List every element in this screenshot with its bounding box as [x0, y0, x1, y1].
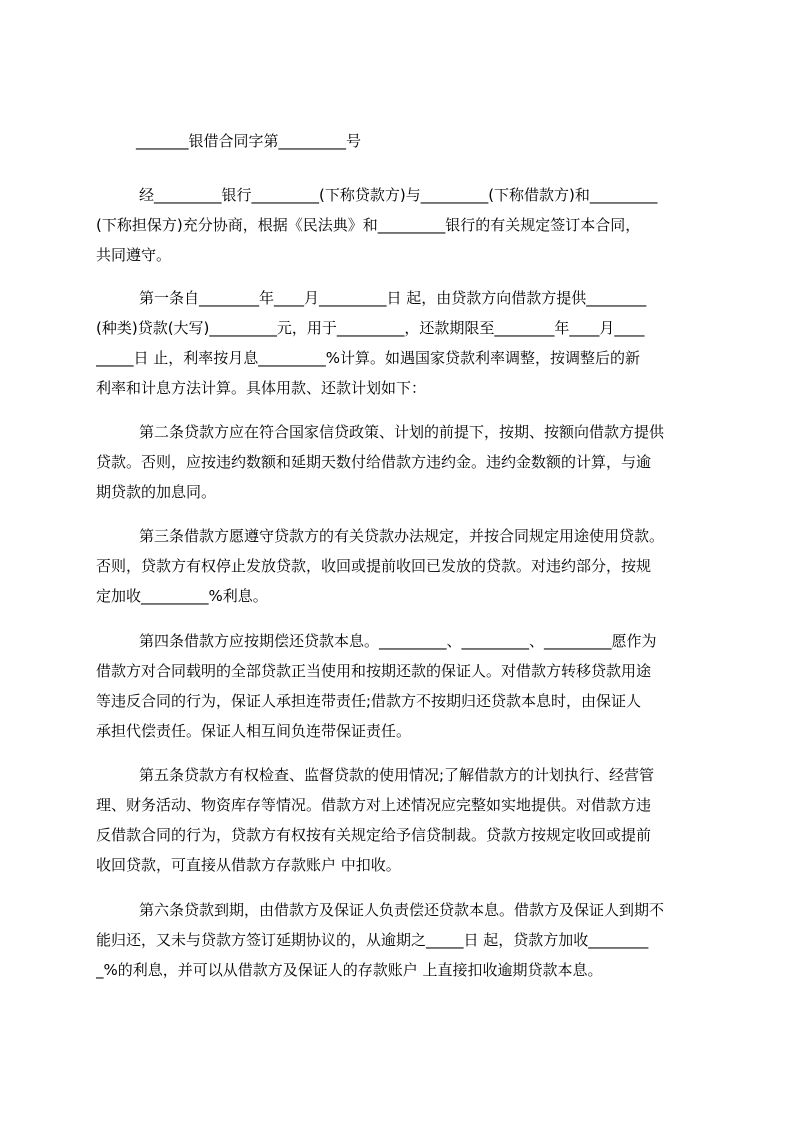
text-line: 经_________银行_________(下称贷款方)与_________(下称借款方)和_________ — [139, 186, 658, 204]
paragraph-article-2 — [96, 417, 702, 507]
text-line: 第一条自________年____月_________日 起，由贷款方向借款方提供________ — [139, 289, 647, 307]
text-line: (下称担保方)充分协商，根据《民法典》和_________银行的有关规定签订本合同， — [96, 216, 641, 234]
contract-number-title: _______银借合同字第_________号 — [136, 132, 362, 150]
paragraph-article-3 — [96, 521, 702, 611]
text-line: 否则，贷款方有权停止发放贷款，收回或提前收回已发放的贷款。对违约部分，按规 — [96, 557, 652, 575]
text-line: 借款方对合同载明的全部贷款正当使用和按期还款的保证人。对借款方转移贷款用途 — [96, 662, 652, 680]
paragraph-intro — [96, 180, 702, 270]
text-line: 贷款。否则，应按违约数额和延期天数付给借款方违约金。违约金数额的计算，与逾 — [96, 453, 652, 471]
text-line: 理、财务活动、物资库存等情况。借款方对上述情况应完整如实地提供。对借款方违 — [96, 796, 652, 814]
text-line: 第二条贷款方应在符合国家信贷政策、计划的前提下，按期、按额向借款方提供 — [139, 423, 665, 441]
text-line: 第六条贷款到期，由借款方及保证人负责偿还贷款本息。借款方及保证人到期不 — [139, 901, 665, 919]
text-line: 能归还，又未与贷款方签订延期协议的，从逾期之_____日 起，贷款方加收________ — [96, 931, 649, 949]
text-line: _%的利息，并可以从借款方及保证人的存款账户 上直接扣收逾期贷款本息。 — [96, 961, 603, 979]
text-line: 第四条借款方应按期偿还贷款本息。_________、_________、_________愿作为 — [139, 632, 657, 650]
text-line: 共同遵守。 — [96, 246, 172, 264]
text-line: 第三条借款方愿遵守贷款方的有关贷款办法规定，并按合同规定用途使用贷款。 — [139, 527, 665, 545]
paragraph-article-6 — [96, 895, 702, 985]
text-line: 承担代偿责任。保证人相互间负连带保证责任。 — [96, 722, 412, 740]
text-line: 反借款合同的行为，贷款方有权按有关规定给予信贷制裁。贷款方按规定收回或提前 — [96, 826, 652, 844]
text-line: 第五条贷款方有权检查、监督贷款的使用情况;了解借款方的计划执行、经营管 — [139, 766, 655, 784]
text-line: 等违反合同的行为，保证人承担连带责任;借款方不按期归还贷款本息时，由保证人 — [96, 692, 642, 710]
text-line: 定加收_________%利息。 — [96, 587, 268, 605]
text-line: 期贷款的加息同。 — [96, 483, 217, 501]
paragraph-article-5 — [96, 760, 702, 880]
text-line: 收回贷款，可直接从借款方存款账户 中扣收。 — [96, 856, 401, 874]
paragraph-article-1 — [96, 283, 702, 403]
text-line: (种类)贷款(大写)_________元，用于_________，还款期限至________年____月____ — [96, 319, 645, 337]
text-line: 利率和计息方法计算。具体用款、还款计划如下： — [96, 379, 427, 397]
paragraph-article-4 — [96, 626, 702, 746]
text-line: _____日 止，利率按月息_________%计算。如遇国家贷款利率调整，按调整后的新 — [96, 349, 641, 367]
